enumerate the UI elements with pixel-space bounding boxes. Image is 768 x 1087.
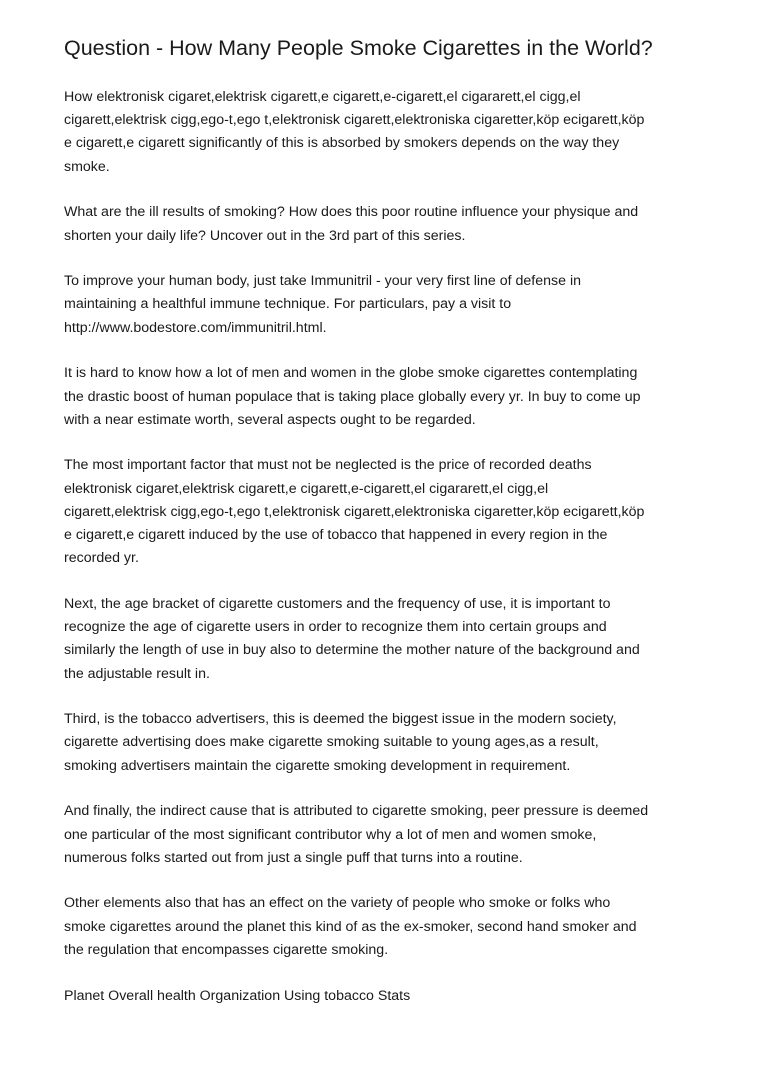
text-line: smoke cigarettes around the planet this kind of as the ex-smoker, second hand smoker and (64, 918, 637, 935)
text-line: Other elements also that has an effect on the variety of people who smoke or folks who (64, 895, 611, 912)
paragraph-who-stats (64, 985, 714, 1008)
text-line: the adjustable result in. (64, 665, 210, 682)
text-line: smoking advertisers maintain the cigarette smoking development in requirement. (64, 757, 571, 774)
text-line: with a near estimate worth, several aspects ought to be regarded. (64, 411, 476, 428)
text-line: How elektronisk cigaret,elektrisk cigarett,e cigarett,e-cigarett,el cigararett,el cigg,el (64, 89, 581, 105)
text-line: recorded yr. (64, 550, 139, 567)
paragraph-immunitril (64, 270, 714, 340)
text-line: What are the ill results of smoking? How does this poor routine influence your physique and (64, 204, 639, 221)
url-text-line: http://www.bodestore.com/immunitril.html. (64, 319, 327, 336)
text-line: maintaining a healthful immune technique. For particulars, pay a visit to (64, 296, 512, 313)
text-line: smoke. (64, 158, 110, 175)
text-line: e cigarett,e cigarett induced by the use of tobacco that happened in every region in the (64, 527, 608, 544)
text-line: the regulation that encompasses cigarette smoking. (64, 941, 389, 958)
text-line: shorten your daily life? Uncover out in the 3rd part of this series. (64, 227, 466, 244)
text-line: Planet Overall health Organization Using tobacco Stats (64, 987, 411, 1004)
paragraph-hard-to-know (64, 362, 714, 432)
document-page (64, 34, 714, 1030)
text-line: cigarett,elektrisk cigg,ego-t,ego t,elektronisk cigarett,elektroniska cigaretter,köp ecigarett,köp (64, 112, 645, 129)
text-line: elektronisk cigaret,elektrisk cigarett,e cigarett,e-cigarett,el cigararett,el cigg,el (64, 480, 549, 497)
text-line: And finally, the indirect cause that is attributed to cigarette smoking, peer pressure is deemed (64, 803, 649, 820)
text-line: one particular of the most significant contributor why a lot of men and women smoke, (64, 826, 597, 843)
page-title: Question - How Many People Smoke Cigarettes in the World? (64, 36, 653, 60)
paragraph-recorded-deaths (64, 454, 714, 570)
paragraph-advertisers (64, 708, 714, 778)
text-line: similarly the length of use in buy also to determine the mother nature of the background and (64, 642, 640, 659)
text-line: To improve your human body, just take Immunitril - your very first line of defense in (64, 273, 582, 290)
paragraph-age-bracket (64, 593, 714, 686)
text-line: Next, the age bracket of cigarette customers and the frequency of use, it is important to (64, 595, 611, 612)
text-line: e cigarett,e cigarett significantly of this is absorbed by smokers depends on the way they (64, 135, 620, 152)
text-line: the drastic boost of human populace that is taking place globally every yr. In buy to come up (64, 388, 641, 405)
paragraph-ill-results (64, 201, 714, 247)
text-line: The most important factor that must not be neglected is the price of recorded deaths (64, 457, 592, 474)
paragraph-intro (64, 86, 714, 179)
paragraph-peer-pressure (64, 800, 714, 870)
text-line: numerous folks started out from just a single puff that turns into a routine. (64, 849, 523, 866)
text-line: Third, is the tobacco advertisers, this is deemed the biggest issue in the modern society, (64, 711, 617, 728)
text-line: cigarette advertising does make cigarette smoking suitable to young ages,as a result, (64, 734, 599, 751)
text-line: cigarett,elektrisk cigg,ego-t,ego t,elektronisk cigarett,elektroniska cigaretter,köp ecigarett,köp (64, 503, 645, 520)
text-line: recognize the age of cigarette users in order to recognize them into certain groups and (64, 619, 607, 636)
text-line: It is hard to know how a lot of men and women in the globe smoke cigarettes contemplating (64, 365, 638, 382)
paragraph-other-elements (64, 892, 714, 962)
